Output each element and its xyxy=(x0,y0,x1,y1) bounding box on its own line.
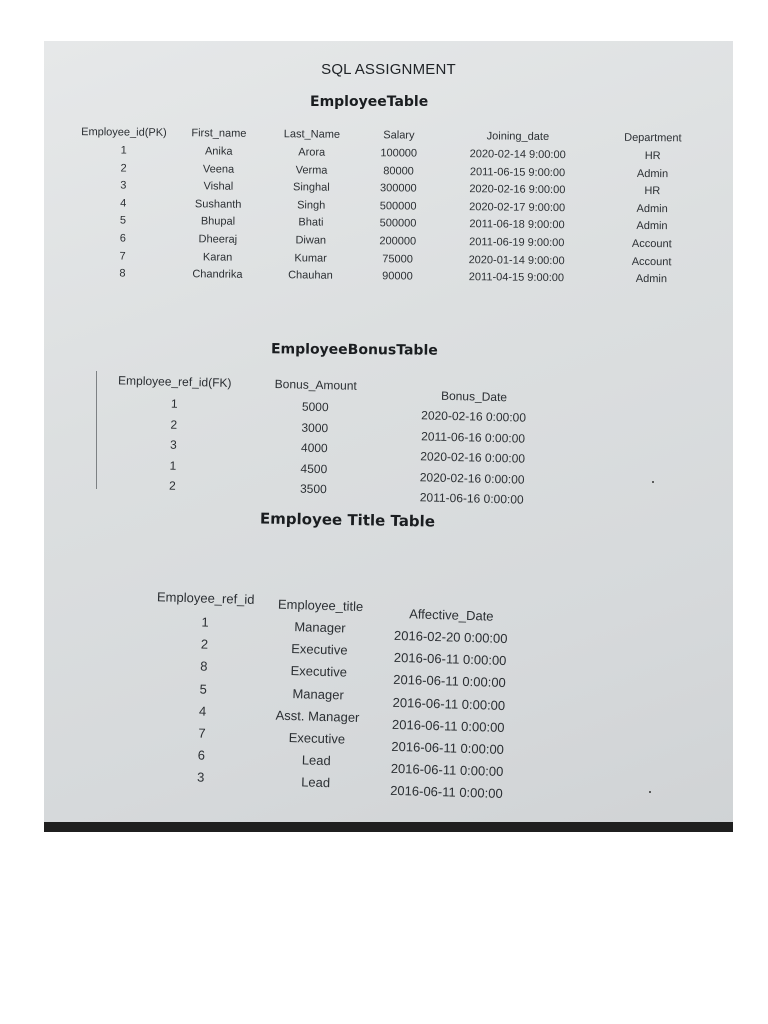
table-cell: HR xyxy=(644,149,661,163)
table-cell: 2020-02-16 9:00:00 xyxy=(469,183,566,197)
table-cell: 2016-06-11 0:00:00 xyxy=(392,694,506,713)
table-cell: Manager xyxy=(292,685,344,703)
table-cell: 200000 xyxy=(379,235,417,248)
table-cell: Singh xyxy=(297,199,326,212)
table-cell: Anika xyxy=(204,145,233,158)
employee-table xyxy=(72,126,708,291)
title-table-title: Employee Title Table xyxy=(259,509,436,531)
table-cell: 5 xyxy=(119,214,127,227)
table-cell: 2020-02-16 0:00:00 xyxy=(420,449,526,466)
table-cell: 6 xyxy=(197,747,206,763)
table-cell: Dheeraj xyxy=(198,233,238,246)
table-cell: 2 xyxy=(200,636,209,652)
table-cell: Kumar xyxy=(294,251,327,265)
table-cell: Admin xyxy=(635,273,668,286)
table-cell: 75000 xyxy=(382,252,413,266)
table-cell: HR xyxy=(644,185,661,198)
table-cell: Vishal xyxy=(203,180,234,193)
table-cell: 2020-02-16 0:00:00 xyxy=(421,408,527,425)
table-cell: Chauhan xyxy=(288,269,333,282)
table-cell: 6 xyxy=(119,232,126,245)
table-cell: Sushanth xyxy=(194,198,242,211)
table-cell: 5000 xyxy=(301,399,329,415)
document-photo xyxy=(44,41,733,832)
table-cell: 300000 xyxy=(379,182,417,195)
table-cell: Arora xyxy=(298,146,326,159)
table-cell: 1 xyxy=(169,458,177,473)
table-cell: 4000 xyxy=(300,440,328,456)
table-cell: 2 xyxy=(170,417,178,432)
table-cell: 4500 xyxy=(300,461,328,476)
table-cell: 2016-06-11 0:00:00 xyxy=(393,650,507,669)
column-header: Employee_title xyxy=(277,596,364,615)
table-cell: 500000 xyxy=(379,199,417,213)
table-cell: 2020-02-16 0:00:00 xyxy=(419,469,525,487)
table-cell: 2016-06-11 0:00:00 xyxy=(389,783,503,802)
table-cell: 3 xyxy=(196,769,205,785)
employee-table-title: EmployeeTable xyxy=(310,94,429,110)
column-header: Joining_date xyxy=(486,130,550,143)
table-cell: 7 xyxy=(119,250,126,263)
table-cell: 1 xyxy=(201,614,209,630)
column-header: First_name xyxy=(191,127,247,140)
table-cell: Diwan xyxy=(295,234,327,247)
table-cell: 1 xyxy=(170,396,178,411)
table-cell: 2020-02-14 9:00:00 xyxy=(469,148,566,162)
table-cell: Lead xyxy=(300,774,331,791)
paper-speck xyxy=(652,481,654,483)
table-cell: 2016-06-11 0:00:00 xyxy=(393,672,506,691)
table-cell: 3 xyxy=(120,179,127,192)
table-cell: 2 xyxy=(120,162,127,175)
table-cell: 2011-06-15 9:00:00 xyxy=(469,165,566,179)
table-cell: 2016-06-11 0:00:00 xyxy=(391,716,505,735)
table-cell: 2016-06-11 0:00:00 xyxy=(390,760,504,780)
table-cell: 3500 xyxy=(299,481,327,497)
table-cell: 2011-06-16 0:00:00 xyxy=(421,428,526,446)
table-cell: Account xyxy=(631,255,672,268)
table-cell: Executive xyxy=(290,641,348,658)
paper-speck xyxy=(649,791,651,793)
table-cell: Admin xyxy=(636,202,668,216)
table-cell: Lead xyxy=(301,752,331,769)
table-cell: 5 xyxy=(199,681,208,697)
table-cell: 3000 xyxy=(301,420,329,435)
table-cell: 2011-04-15 9:00:00 xyxy=(468,271,565,285)
column-header: Affective_Date xyxy=(409,606,494,624)
table-cell: Chandrika xyxy=(192,268,243,281)
column-header: Bonus_Amount xyxy=(274,376,357,393)
table-cell: Singhal xyxy=(292,181,330,194)
table-cell: Executive xyxy=(288,729,346,747)
document-title: SQL ASSIGNMENT xyxy=(321,61,456,78)
table-cell: Manager xyxy=(294,619,346,636)
table-cell: 4 xyxy=(120,197,127,210)
table-cell: Admin xyxy=(636,220,668,233)
table-cell: Veena xyxy=(202,162,235,176)
title-table xyxy=(142,589,525,801)
column-header: Bonus_Date xyxy=(440,388,508,405)
table-cell: 80000 xyxy=(383,164,414,178)
table-cell: 2011-06-16 0:00:00 xyxy=(419,490,524,507)
column-header: Last_Name xyxy=(283,128,341,141)
table-cell: Account xyxy=(631,237,672,251)
column-header: Employee_id(PK) xyxy=(81,126,167,139)
table-cell: Verma xyxy=(295,163,328,177)
table-cell: 8 xyxy=(200,658,208,675)
column-header: Employee_ref_id xyxy=(156,589,255,607)
table-cell: 2020-01-14 9:00:00 xyxy=(468,253,565,267)
table-cell: 3 xyxy=(169,437,177,452)
table-cell: Admin xyxy=(636,167,669,180)
table-cell: 1 xyxy=(120,144,127,157)
column-header: Department xyxy=(624,131,682,145)
table-cell: Executive xyxy=(290,663,348,680)
table-cell: Karan xyxy=(202,250,233,264)
table-cell: 2011-06-19 9:00:00 xyxy=(469,236,565,250)
table-cell: 2016-02-20 0:00:00 xyxy=(393,627,508,647)
table-cell: Asst. Manager xyxy=(275,707,360,725)
bonus-table xyxy=(97,373,567,508)
table-cell: 90000 xyxy=(382,270,413,283)
table-cell: 2011-06-18 9:00:00 xyxy=(469,218,565,232)
column-header: Salary xyxy=(383,129,415,142)
table-cell: 8 xyxy=(119,267,126,280)
table-cell: 7 xyxy=(198,725,206,741)
table-cell: 2016-06-11 0:00:00 xyxy=(391,738,505,757)
table-cell: 2020-02-17 9:00:00 xyxy=(469,200,566,214)
table-cell: 100000 xyxy=(380,147,418,160)
table-cell: 4 xyxy=(198,703,207,719)
bonus-table-title: EmployeeBonusTable xyxy=(270,341,438,359)
table-cell: 500000 xyxy=(379,217,417,230)
column-header: Employee_ref_id(FK) xyxy=(117,373,232,390)
table-cell: 2 xyxy=(168,478,176,493)
table-cell: Bhati xyxy=(298,216,324,229)
table-cell: Bhupal xyxy=(200,215,236,229)
